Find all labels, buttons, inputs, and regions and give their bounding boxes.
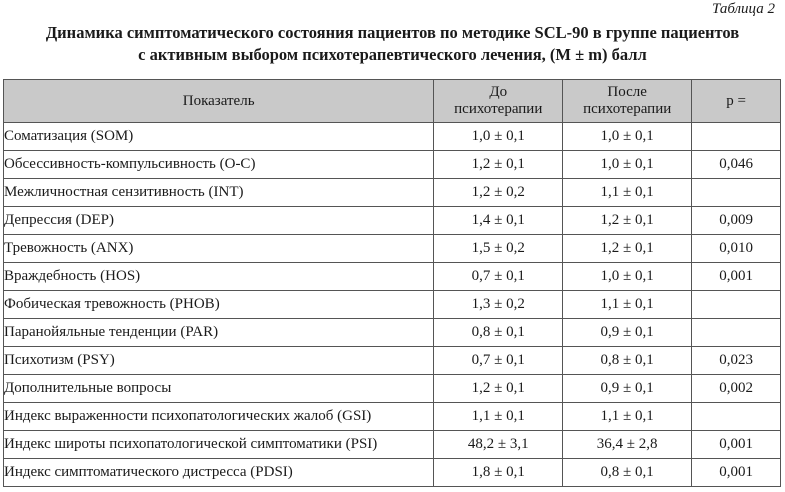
header-before-line-2: психотерапии: [454, 101, 543, 117]
p-value-cell: 0,002: [692, 375, 781, 403]
before-cell: 0,7 ± 0,1: [434, 347, 563, 375]
table-row: [4, 403, 781, 431]
before-cell: 1,0 ± 0,1: [434, 123, 563, 151]
indicator-cell: Индекс широты психопатологической симптоматики (PSI): [4, 431, 434, 459]
p-value-cell: 0,001: [692, 459, 781, 487]
before-cell: 1,2 ± 0,2: [434, 179, 563, 207]
indicator-cell: Паранойяльные тенденции (PAR): [4, 319, 434, 347]
table-row: [4, 347, 781, 375]
before-cell: 1,4 ± 0,1: [434, 207, 563, 235]
indicator-cell: Обсессивность-компульсивность (O-C): [4, 151, 434, 179]
p-value-cell: [692, 319, 781, 347]
before-cell: 1,5 ± 0,2: [434, 235, 563, 263]
scl90-results-table: [3, 79, 781, 487]
p-value-cell: [692, 123, 781, 151]
before-cell: 0,8 ± 0,1: [434, 319, 563, 347]
table-row: [4, 179, 781, 207]
before-cell: 1,1 ± 0,1: [434, 403, 563, 431]
table-row: [4, 291, 781, 319]
after-cell: 1,1 ± 0,1: [563, 179, 692, 207]
p-value-cell: [692, 179, 781, 207]
after-cell: 1,1 ± 0,1: [563, 291, 692, 319]
p-value-cell: 0,009: [692, 207, 781, 235]
after-cell: 1,2 ± 0,1: [563, 207, 692, 235]
table-row: [4, 319, 781, 347]
indicator-cell: Депрессия (DEP): [4, 207, 434, 235]
table-row: [4, 459, 781, 487]
indicator-cell: Фобическая тревожность (PHOB): [4, 291, 434, 319]
table-row: [4, 375, 781, 403]
table-row: [4, 151, 781, 179]
after-cell: 1,0 ± 0,1: [563, 263, 692, 291]
table-row: [4, 431, 781, 459]
table-title: [0, 22, 785, 66]
after-cell: 36,4 ± 2,8: [563, 431, 692, 459]
indicator-cell: Враждебность (HOS): [4, 263, 434, 291]
table-number-label: Таблица 2: [712, 1, 775, 17]
indicator-cell: Индекс выраженности психопатологических жалоб (GSI): [4, 403, 434, 431]
indicator-cell: Психотизм (PSY): [4, 347, 434, 375]
header-after: [563, 80, 692, 123]
after-cell: 1,1 ± 0,1: [563, 403, 692, 431]
header-before: [434, 80, 563, 123]
p-value-cell: 0,046: [692, 151, 781, 179]
p-value-cell: 0,001: [692, 431, 781, 459]
after-cell: 0,9 ± 0,1: [563, 375, 692, 403]
before-cell: 0,7 ± 0,1: [434, 263, 563, 291]
table-row: [4, 123, 781, 151]
header-row: [4, 80, 781, 123]
after-cell: 1,0 ± 0,1: [563, 123, 692, 151]
indicator-cell: Дополнительные вопросы: [4, 375, 434, 403]
p-value-cell: [692, 403, 781, 431]
header-before-line-1: До: [489, 84, 508, 100]
before-cell: 1,3 ± 0,2: [434, 291, 563, 319]
after-cell: 1,0 ± 0,1: [563, 151, 692, 179]
p-value-cell: 0,001: [692, 263, 781, 291]
after-cell: 1,2 ± 0,1: [563, 235, 692, 263]
title-line-2: с активным выбором психотерапевтического лечения, (M ± m) балл: [138, 45, 647, 64]
before-cell: 1,8 ± 0,1: [434, 459, 563, 487]
table-row: [4, 207, 781, 235]
p-value-cell: 0,010: [692, 235, 781, 263]
indicator-cell: Индекс симптоматического дистресса (PDSI): [4, 459, 434, 487]
before-cell: 48,2 ± 3,1: [434, 431, 563, 459]
indicator-cell: Тревожность (ANX): [4, 235, 434, 263]
table-row: [4, 263, 781, 291]
after-cell: 0,8 ± 0,1: [563, 459, 692, 487]
header-indicator: Показатель: [4, 80, 434, 123]
p-value-cell: 0,023: [692, 347, 781, 375]
before-cell: 1,2 ± 0,1: [434, 151, 563, 179]
before-cell: 1,2 ± 0,1: [434, 375, 563, 403]
header-p-value: p =: [692, 80, 781, 123]
indicator-cell: Межличностная сензитивность (INT): [4, 179, 434, 207]
after-cell: 0,8 ± 0,1: [563, 347, 692, 375]
after-cell: 0,9 ± 0,1: [563, 319, 692, 347]
header-after-line-2: психотерапии: [583, 101, 672, 117]
header-after-line-1: После: [607, 84, 647, 100]
title-line-1: Динамика симптоматического состояния пациентов по методике SCL-90 в группе пациентов: [45, 23, 740, 42]
indicator-cell: Соматизация (SOM): [4, 123, 434, 151]
table-row: [4, 235, 781, 263]
p-value-cell: [692, 291, 781, 319]
